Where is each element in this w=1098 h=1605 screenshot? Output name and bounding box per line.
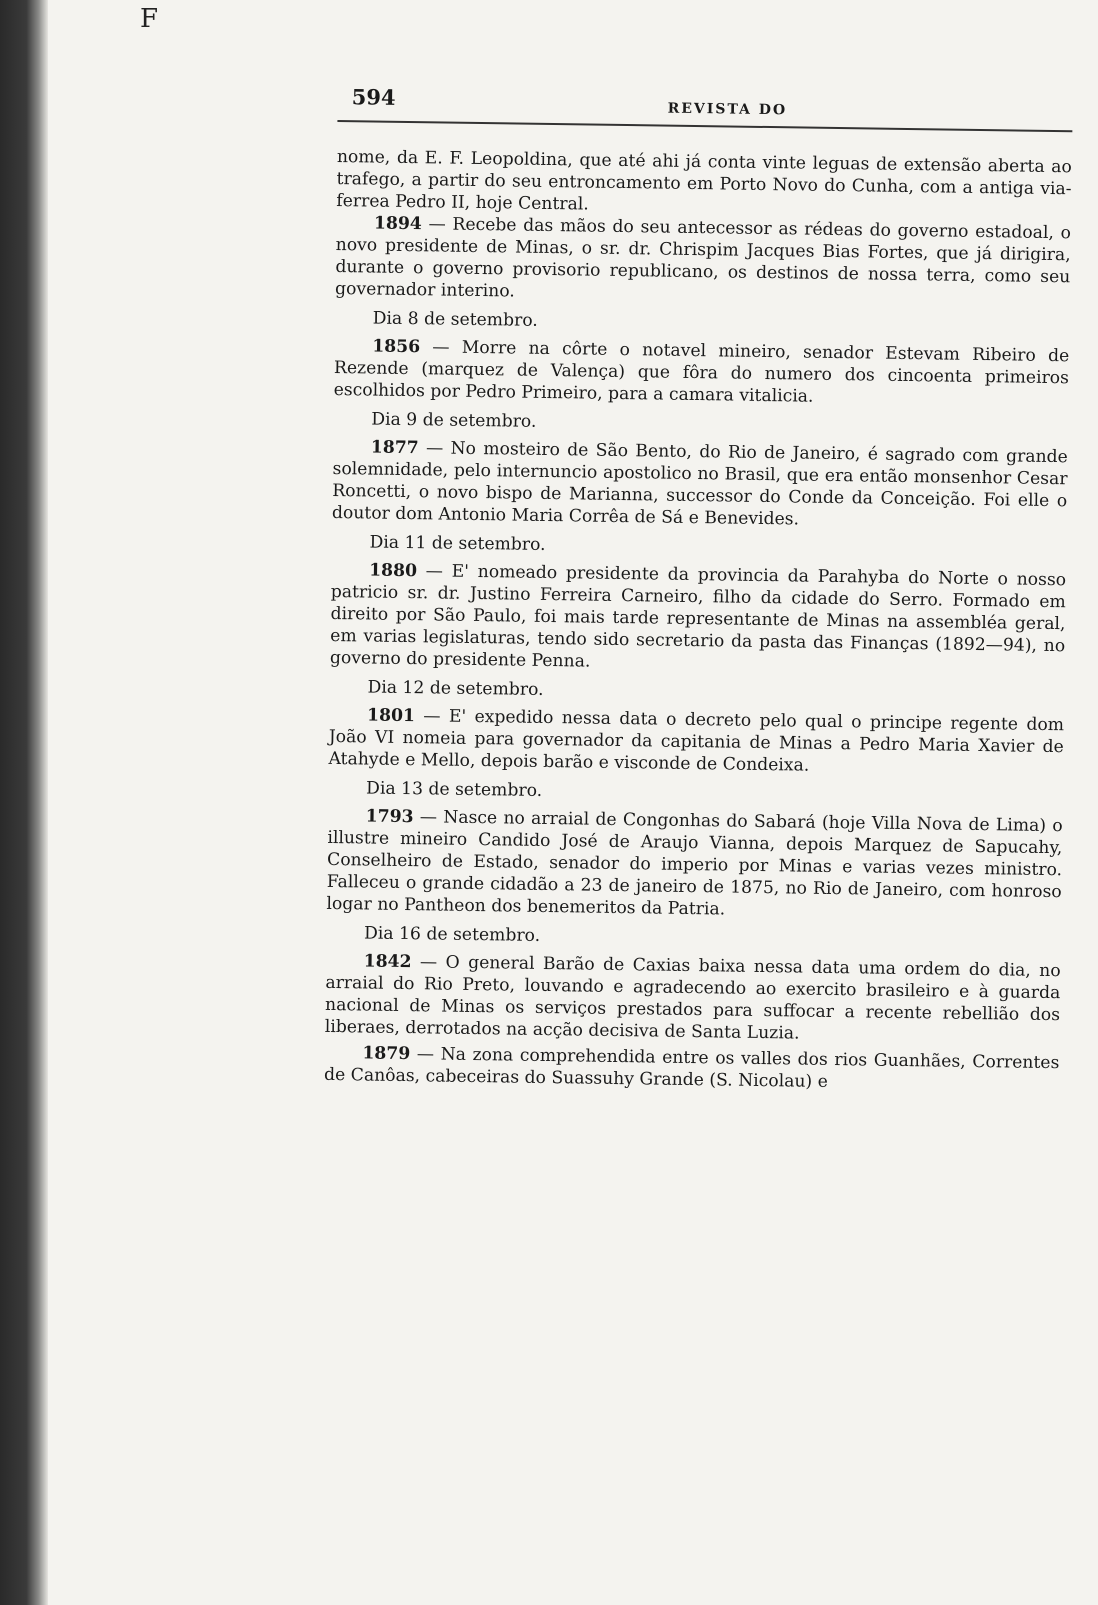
date-heading: Dia 11 de setembro. [369, 532, 546, 555]
entry-text: Na zona comprehendida entre os valles dos rios Guanhães, Correntes de Canôas, cabeceiras do Suassuhy Grande (S. Nicolau) e [323, 1044, 1060, 1092]
chronicle-entry: 1842 — O general Barão de Caxias baixa nessa data uma ordem do dia, no arraial do Rio Preto, louvando e agradecendo ao exercito brasileiro e à guarda nacional de Minas os serviços prestados para suffocar a recente rebellião dos liberaes, derrotados na acção decisiva de Santa Luzia. [324, 951, 1061, 1044]
page-number: 594 [351, 84, 396, 110]
entry-text: E' expedido nessa data o decreto pelo qual o principe regente dom João VI nomeia para governador da capitania de Minas a Pedro Maria Xavier de Atahyde e Mello, depois barão e visconde de Condeixa. [328, 706, 1065, 776]
entry-year: 1856 [372, 336, 421, 358]
entry-year: 1793 [365, 806, 414, 828]
entry-year: 1880 [369, 560, 418, 582]
chronicle-entry: 1801 — E' expedido nessa data o decreto pelo qual o principe regente dom João VI nomeia para governador da capitania de Minas a Pedro Maria Xavier de Atahyde e Mello, depois barão e visconde de Condeixa. [328, 705, 1065, 776]
entry-text: No mosteiro de São Bento, do Rio de Janeiro, é sagrado com grande solemnidade, pelo internuncio apostolico no Brasil, que era então monsenhor Cesar Roncetti, o novo bispo de Marianna, successor do Conde da Conceição. Foi elle o doutor dom Antonio Maria Corrêa de Sá e Benevides. [331, 438, 1068, 530]
chronicle-entry: 1880 — E' nomeado presidente da provincia da Parahyba do Norte o nosso patricio sr. dr. Justino Ferreira Carneiro, filho da cidade do Serro. Formado em direito por São Paulo, foi mais tarde representante de Minas na assembléa geral, em varias legislaturas, tendo sido secretario da pasta das Finanças (1892—94), no governo do presidente Penna. [329, 560, 1067, 672]
entry-year: 1801 [366, 705, 416, 727]
continuation-paragraph: nome, da E. F. Leopoldina, que até ahi já conta vinte leguas de extensão aberta ao trafego, a partir do seu entroncamento em Porto Novo do Cunha, com a antiga via-ferrea Pedro II, hoje Central. [336, 146, 1072, 215]
chronicle-entry: 1879 — Na zona comprehendida entre os valles dos rios Guanhães, Correntes de Canôas, cabeceiras do Suassuhy Grande (S. Nicolau) e [323, 1043, 1060, 1092]
book-binding-shadow [0, 0, 48, 1605]
date-heading: Dia 13 de setembro. [365, 778, 543, 801]
entry-text: Recebe das mãos do seu antecessor as rédeas do governo estadoal, o novo presidente de Minas, o sr. dr. Chrispim Jacques Bias Fortes, que já dirigira, durante o governo provisorio republicano, os destinos de nossa terra, como seu governador interino. [334, 214, 1072, 302]
entry-year: 1842 [363, 951, 412, 973]
page-body [324, 146, 1072, 1096]
book-page [317, 80, 1073, 1590]
entry-text: Morre na côrte o notavel mineiro, senador Estevam Ribeiro de Rezende (marquez de Valença) que fôra do numero dos cincoenta primeiros escolhidos por Pedro Primeiro, para a camara vitalicia. [333, 337, 1070, 407]
chronicle-entry: 1894 — Recebe das mãos do seu antecessor as rédeas do governo estadoal, o novo presidente de Minas, o sr. dr. Chrispim Jacques Bias Fortes, que já dirigira, durante o governo provisorio republicano, os destinos de nossa terra, como seu governador interino. [334, 213, 1072, 302]
date-heading: Dia 12 de setembro. [367, 677, 544, 700]
corner-mark: F [140, 4, 159, 34]
entry-text: E' nomeado presidente da provincia da Parahyba do Norte o nosso patricio sr. dr. Justino Ferreira Carneiro, filho da cidade do Serro. Formado em direito por São Paulo, foi mais tarde representante de Minas na assembléa geral, em varias legislaturas, tendo sido secretario da pasta das Finanças (1892—94), no governo do presidente Penna. [329, 561, 1067, 672]
chronicle-entry: 1793 — Nasce no arraial de Congonhas do Sabará (hoje Villa Nova de Lima) o illustre mineiro Candido José de Araujo Vianna, depois Marquez de Sapucahy, Conselheiro de Estado, senador do imperio por Minas e varias vezes ministro. Falleceu o grande cidadão a 23 de janeiro de 1875, no Rio de Janeiro, com honroso logar no Pantheon dos benemeritos da Patria. [326, 806, 1063, 920]
journal-title: REVISTA DO [667, 100, 788, 119]
entry-year: 1894 [373, 213, 422, 235]
entry-year: 1877 [370, 437, 419, 459]
date-heading: Dia 9 de setembro. [371, 409, 537, 432]
entry-year: 1879 [362, 1043, 411, 1065]
date-heading: Dia 16 de setembro. [363, 923, 541, 946]
entry-text: O general Barão de Caxias baixa nessa data uma ordem do dia, no arraial do Rio Preto, louvando e agradecendo ao exercito brasileiro e à guarda nacional de Minas os serviços prestados para suffocar a recente rebellião dos liberaes, derrotados na acção decisiva de Santa Luzia. [324, 952, 1061, 1044]
chronicle-entry: 1856 — Morre na côrte o notavel mineiro, senador Estevam Ribeiro de Rezende (marquez de Valença) que fôra do numero dos cincoenta primeiros escolhidos por Pedro Primeiro, para a camara vitalicia. [333, 336, 1070, 407]
chronicle-entry: 1877 — No mosteiro de São Bento, do Rio de Janeiro, é sagrado com grande solemnidade, pelo internuncio apostolico no Brasil, que era então monsenhor Cesar Roncetti, o novo bispo de Marianna, successor do Conde da Conceição. Foi elle o doutor dom Antonio Maria Corrêa de Sá e Benevides. [331, 437, 1068, 530]
entry-text: Nasce no arraial de Congonhas do Sabará (hoje Villa Nova de Lima) o illustre mineiro Candido José de Araujo Vianna, depois Marquez de Sapucahy, Conselheiro de Estado, senador do imperio por Minas e varias vezes ministro. Falleceu o grande cidadão a 23 de janeiro de 1875, no Rio de Janeiro, com honroso logar no Pantheon dos benemeritos da Patria. [326, 807, 1063, 920]
date-heading: Dia 8 de setembro. [372, 308, 538, 331]
